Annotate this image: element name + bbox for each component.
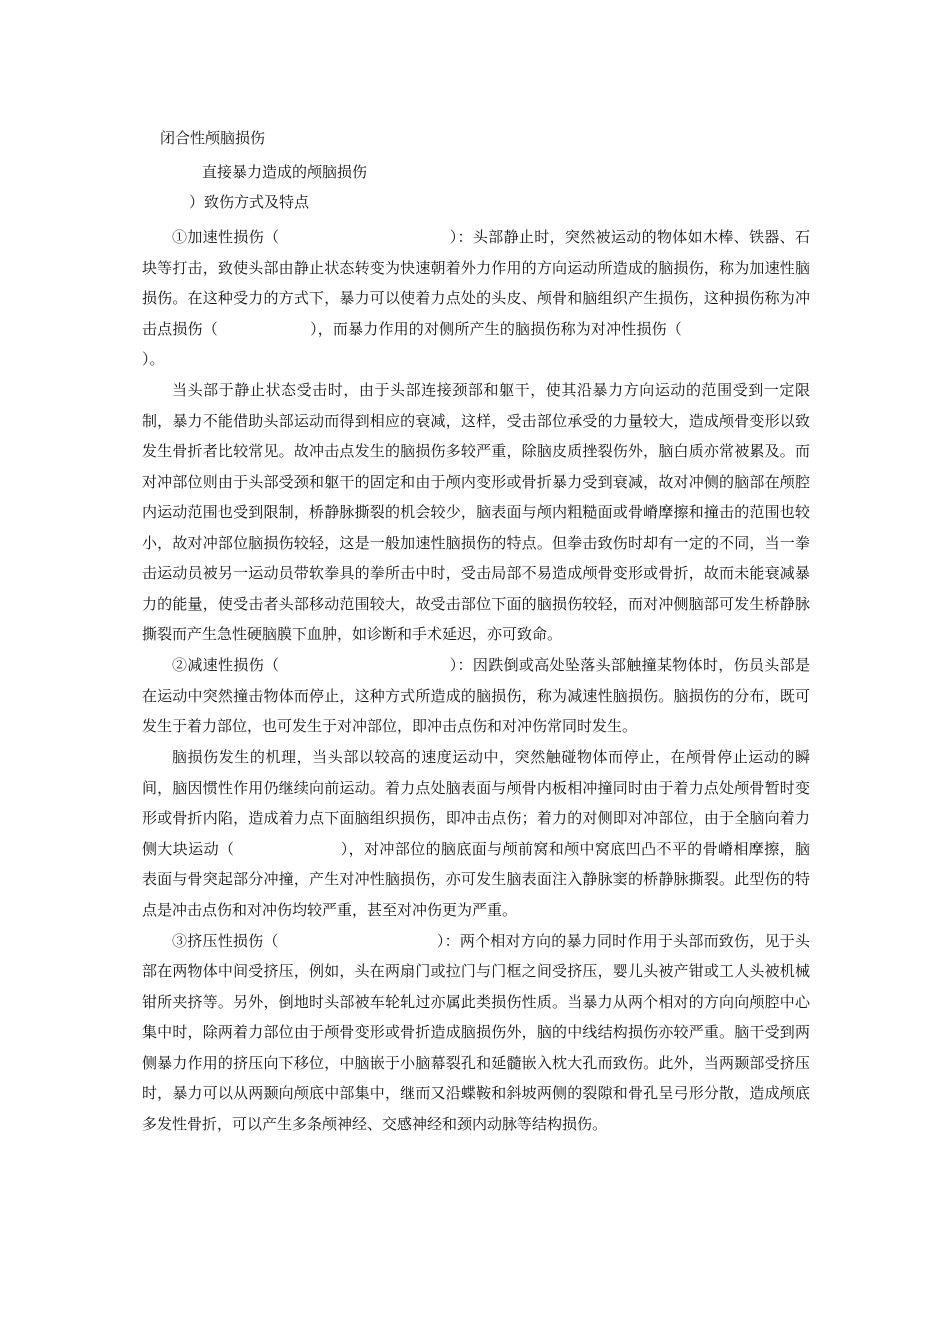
paragraph-text: ），对冲部位的脑底面与颅前窝和颅中窝底凹凸不平的骨嵴相摩擦，脑表面与骨突起部分冲撞，产生对冲性脑损伤，亦可发生脑表面注入静脉窦的桥静脉撕裂。此型伤的特点是冲击点伤和对冲伤均较严重，甚至对冲伤更为严重。 [142,839,810,919]
section-heading-closed-craniocerebral-injury: 闭合性颅脑损伤 [160,129,266,147]
paragraph-compression-injury [142,926,810,1140]
paragraph-deceleration-injury [142,650,810,742]
paragraph-injury-mechanism [142,742,810,925]
subsection-heading-injury-mechanism: ）致伤方式及特点 [189,193,310,211]
paragraph-text: ）。 [142,350,165,368]
paragraph-text: ②减速性损伤（ [172,656,280,674]
paragraph-acceleration-injury [142,222,810,375]
subsection-heading-direct-violence: 直接暴力造成的颅脑损伤 [202,163,368,181]
paragraph-text: ）：因跌倒或高处坠落头部触撞某物体时，伤员头部是在运动中突然撞击物体而停止，这种方式所造成的脑损伤，称为减速性脑损伤。脑损伤的分布，既可发生于着力部位，也可发生于对冲部位，即冲击点伤和对冲伤常同时发生。 [142,656,810,735]
paragraph-text: ①加速性损伤（ [172,228,280,246]
paragraph-static-head-impact: 当头部于静止状态受击时，由于头部连接颈部和躯干，使其沿暴力方向运动的范围受到一定限制，暴力不能借助头部运动而得到相应的衰减，这样，受击部位承受的力量较大，造成颅骨变形以致发生骨折者比较常见。故冲击点发生的脑损伤多较严重，除脑皮质挫裂伤外，脑白质亦常被累及。而对冲部位则由于头部受颈和躯干的固定和由于颅内变形或骨折暴力受到衰减，故对冲侧的脑部在颅腔内运动范围也受到限制，桥静脉撕裂的机会较少，脑表面与颅内粗糙面或骨嵴摩擦和撞击的范围也较小，故对冲部位脑损伤较轻，这是一般加速性脑损伤的特点。但拳击致伤时却有一定的不同，当一拳击运动员被另一运动员带软拳具的拳所击中时，受击局部不易造成颅骨变形或骨折，故而未能衰减暴力的能量，使受击者头部移动范围较大，故受击部位下面的脑损伤较轻，而对冲侧脑部可发生桥静脉撕裂而产生急性硬脑膜下血肿，如诊断和手术延迟，亦可致命。 [142,381,810,643]
paragraph-text: ③挤压性损伤（ [172,931,279,950]
paragraph-text: ），而暴力作用的对侧所产生的脑损伤称为对冲性损伤（ [309,319,682,338]
document-body [142,222,810,1139]
paragraph-text: 脑损伤发生的机理，当头部以较高的速度运动中，突然触碰物体而停止，在颅骨停止运动的瞬间，脑因惯性作用仍继续向前运动。着力点处脑表面与颅骨内板相冲撞同时由于着力点处颅骨暂时变形或骨折内陷，造成着力点下面脑组织损伤，即冲击点伤；着力的对侧即对冲部位，由于全脑向着力侧大块运动（ [142,748,810,858]
paragraph-text: ）：头部静止时，突然被运动的物体如木棒、铁器、石块等打击，致使头部由静止状态转变为快速朝着外力作用的方向运动所造成的脑损伤，称为加速性脑损伤。在这种受力的方式下，暴力可以使着力点处的头皮、颅骨和脑组织产生损伤，这种损伤称为冲击点损伤（ [142,228,810,338]
paragraph-text: ）：两个相对方向的暴力同时作用于头部而致伤，见于头部在两物体中间受挤压，例如，头在两扇门或拉门与门框之间受挤压，婴儿头被产钳或工人头被机械钳所夹挤等。另外，倒地时头部被车轮轧过亦属此类损伤性质。当暴力从两个相对的方向向颅腔中心集中时，除两着力部位由于颅骨变形或骨折造成脑损伤外，脑的中线结构损伤亦较严重。脑干受到两侧暴力作用的挤压向下移位，中脑嵌于小脑幕裂孔和延髓嵌入枕大孔而致伤。此外，当两颞部受挤压时，暴力可以从两颞向颅底中部集中，继而又沿蝶鞍和斜坡两侧的裂隙和骨孔呈弓形分散，造成颅底多发性骨折，可以产生多条颅神经、交感神经和颈内动脉等结构损伤。 [142,931,810,1133]
